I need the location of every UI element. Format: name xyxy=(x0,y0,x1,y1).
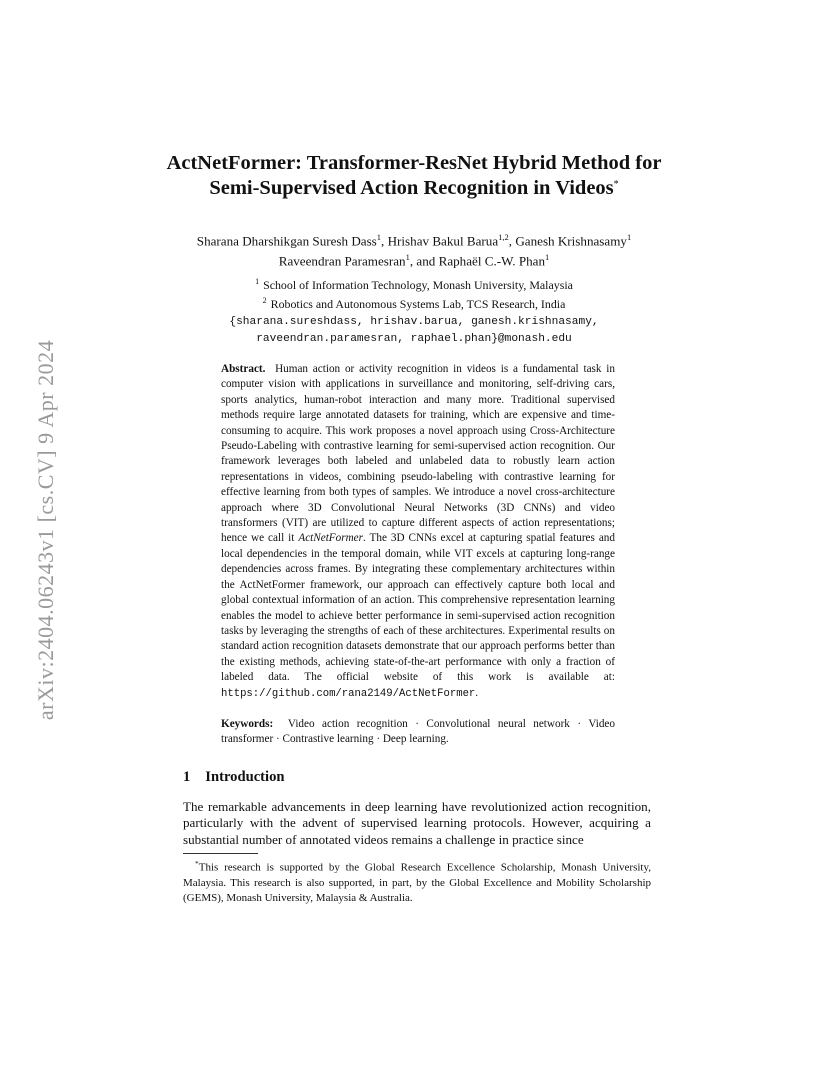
author-name: Ganesh Krishnasamy xyxy=(515,233,627,249)
section-heading xyxy=(183,769,285,786)
footnote xyxy=(183,856,651,906)
footnote-mark: * xyxy=(195,859,199,868)
title-line-2: Semi-Supervised Action Recognition in Videos xyxy=(209,177,614,199)
abstract-label: Abstract. xyxy=(221,363,266,375)
author-name: Hrishav Bakul Barua xyxy=(387,233,499,249)
abstract xyxy=(221,362,615,702)
section-title: Introduction xyxy=(205,769,285,785)
intro-paragraph: The remarkable advancements in deep learning have revolutionized action recognition, particularly with the advent of supervised learning protocols. However, acquiring a substantial number of annotated videos remains a challenge in practice since xyxy=(183,799,651,847)
emails-line-2: raveendran.paramesran, raphael.phan}@monash.edu xyxy=(256,333,572,346)
section-number: 1 xyxy=(183,769,191,785)
affil-mark: 2 xyxy=(262,296,267,306)
affil-mark: 1 xyxy=(255,277,260,286)
author-affil-mark: 1 xyxy=(376,232,382,242)
emails-line-1: {sharana.sureshdass, hrishav.barua, ganesh.krishnasamy, xyxy=(229,315,599,328)
affiliation-1: School of Information Technology, Monash University, Malaysia xyxy=(263,277,573,292)
arxiv-identifier: arXiv:2404.06243v1 [cs.CV] 9 Apr 2024 xyxy=(33,339,58,721)
abstract-url-end: . xyxy=(475,686,479,699)
title-footnote-mark: * xyxy=(613,179,619,190)
footnote-divider xyxy=(183,853,258,854)
author-list: Sharana Dharshikgan Suresh Dass$^1$, Hrishav Bakul Barua$^{1,2}$, Ganesh Krishnasamy$^1$ Raveendran Paramesran$^1$, and Raphaël C.-W. Phan$^1$ xyxy=(196,232,632,269)
author-name: Raveendran Paramesran xyxy=(278,253,406,269)
affiliation-2: Robotics and Autonomous Systems Lab, TCS Research, India xyxy=(270,297,566,312)
affiliations xyxy=(100,274,728,348)
paper-title xyxy=(100,151,728,201)
abstract-emphasis: ActNetFormer xyxy=(298,532,363,545)
abstract-text-1: Human action or activity recognition in videos is a fundamental task in computer vision with applications in surveillance and monitoring, self-driving cars, sports analytics, human-robot interaction and many more. Traditional supervised methods require large annotated datasets for training, which are expensive and time-consuming to acquire. This work proposes a novel approach using Cross-Architecture Pseudo-Labeling with contrastive learning for semi-supervised action recognition. Our framework leverages both labeled and unlabeled data to robustly learn action representations in videos, combining pseudo-labeling with contrastive learning for effective learning from both types of samples. We introduce a novel cross-architecture approach where 3D Convolutional Neural Networks (3D CNNs) and video transformers (VIT) are utilized to capture different aspects of action representations; hence we call it xyxy=(221,363,616,545)
author-affil-mark: 1 xyxy=(545,252,550,263)
abstract-text-2: . The 3D CNNs excel at capturing spatial features and local dependencies in the temporal domain, while VIT excels at capturing long-range dependencies across frames. By integrating these complementary architectures within the ActNetFormer framework, our approach can effectively capture both local and global contextual information of an action. This comprehensive representation learning enables the model to achieve better performance in semi-supervised action recognition tasks by leveraging the strengths of each of these architectures. Experimental results on standard action recognition datasets demonstrate that our approach performs better than the existing methods, achieving state-of-the-art performance with only a fraction of labeled data. The official website of this work is available at: xyxy=(221,532,615,684)
keywords xyxy=(221,717,615,748)
author-name: Raphaël C.-W. Phan xyxy=(438,253,546,269)
keywords-label: Keywords: xyxy=(221,718,274,730)
keywords-text: Video action recognition · Convolutional neural network · Video transformer · Contrastive learning · Deep learning. xyxy=(221,718,615,746)
author-name: Sharana Dharshikgan Suresh Dass xyxy=(196,233,377,249)
author-affil-mark: 1,2 xyxy=(498,232,509,242)
title-line-1: ActNetFormer: Transformer-ResNet Hybrid Method for xyxy=(166,152,662,174)
footnote-text: This research is supported by the Global Research Excellence Scholarship, Monash University, Malaysia. This research is also supported, in part, by the Global Excellence and Mobility Scholarship (GEMS), Monash University, Malaysia & Australia. xyxy=(183,861,651,905)
author-affil-mark: 1 xyxy=(405,252,410,263)
author-affil-mark: 1 xyxy=(626,232,632,242)
project-url-link[interactable]: https://github.com/rana2149/ActNetFormer xyxy=(221,687,476,700)
